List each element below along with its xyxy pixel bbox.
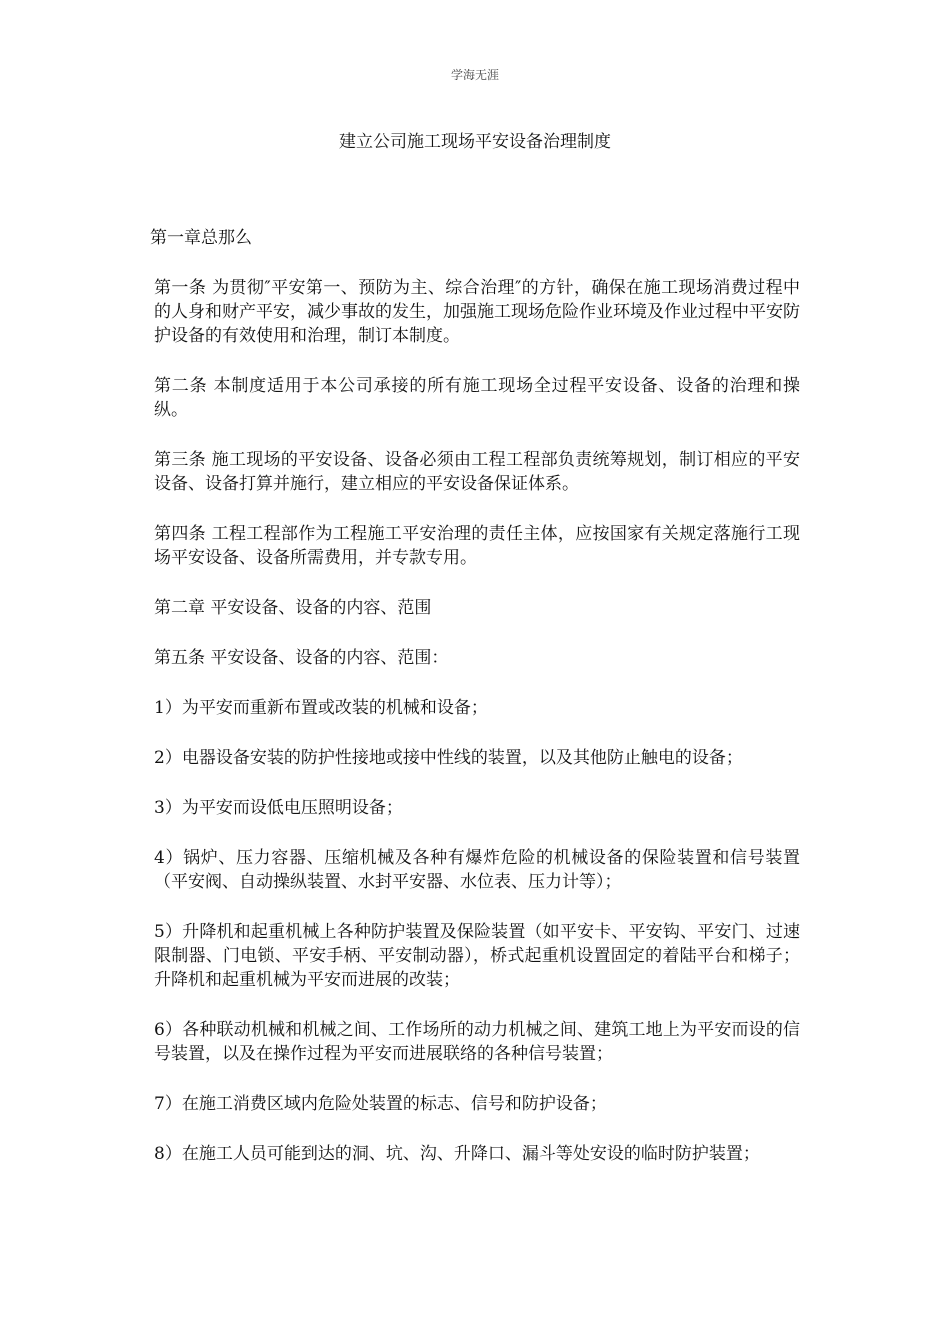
list-item: 3）为平安而设低电压照明设备；: [154, 798, 403, 818]
list-item: 6）各种联动机械和机械之间、工作场所的动力机械之间、建筑工地上为平安而设的信号装置，以及在操作过程为平安而进展联络的各种信号装置；: [154, 1020, 800, 1064]
article-paragraph: 第一条 为贯彻″平安第一、预防为主、综合治理″的方针，确保在施工现场消费过程中的人身和财产平安，减少事故的发生，加强施工现场危险作业环境及作业过程中平安防护设备的有效使用和治理，制订本制度。: [154, 278, 800, 346]
article-paragraph: 第二条 本制度适用于本公司承接的所有施工现场全过程平安设备、设备的治理和操纵。: [154, 376, 800, 420]
list-item: 4）锅炉、压力容器、压缩机械及各种有爆炸危险的机械设备的保险装置和信号装置（平安阀、自动操纵装置、水封平安器、水位表、压力计等）；: [154, 848, 800, 892]
list-item: 8）在施工人员可能到达的洞、坑、沟、升降口、漏斗等处安设的临时防护装置；: [154, 1144, 760, 1164]
page-header: 学海无涯: [450, 68, 499, 82]
list-item: 7）在施工消费区域内危险处装置的标志、信号和防护设备；: [154, 1094, 607, 1114]
list-item: 5）升降机和起重机械上各种防护装置及保险装置（如平安卡、平安钩、平安门、过速限制器、门电锁、平安手柄、平安制动器），桥式起重机设置固定的着陆平台和梯子；升降机和起重机械为平安而进展的改装；: [154, 922, 800, 990]
document-body: [150, 226, 800, 1192]
chapter-heading: 第二章 平安设备、设备的内容、范围: [154, 598, 432, 618]
article-paragraph: 第四条 工程工程部作为工程施工平安治理的责任主体，应按国家有关规定落施行工现场平安设备、设备所需费用，并专款专用。: [154, 524, 800, 568]
chapter-heading: 第一章总那么: [150, 228, 252, 248]
list-item: 1）为平安而重新布置或改装的机械和设备；: [154, 698, 488, 718]
article-paragraph: 第三条 施工现场的平安设备、设备必须由工程工程部负责统筹规划，制订相应的平安设备、设备打算并施行，建立相应的平安设备保证体系。: [154, 450, 800, 494]
article-paragraph: 第五条 平安设备、设备的内容、范围：: [154, 648, 449, 668]
list-item: 2）电器设备安装的防护性接地或接中性线的装置，以及其他防止触电的设备；: [154, 748, 743, 768]
document-title: 建立公司施工现场平安设备治理制度: [339, 132, 611, 152]
